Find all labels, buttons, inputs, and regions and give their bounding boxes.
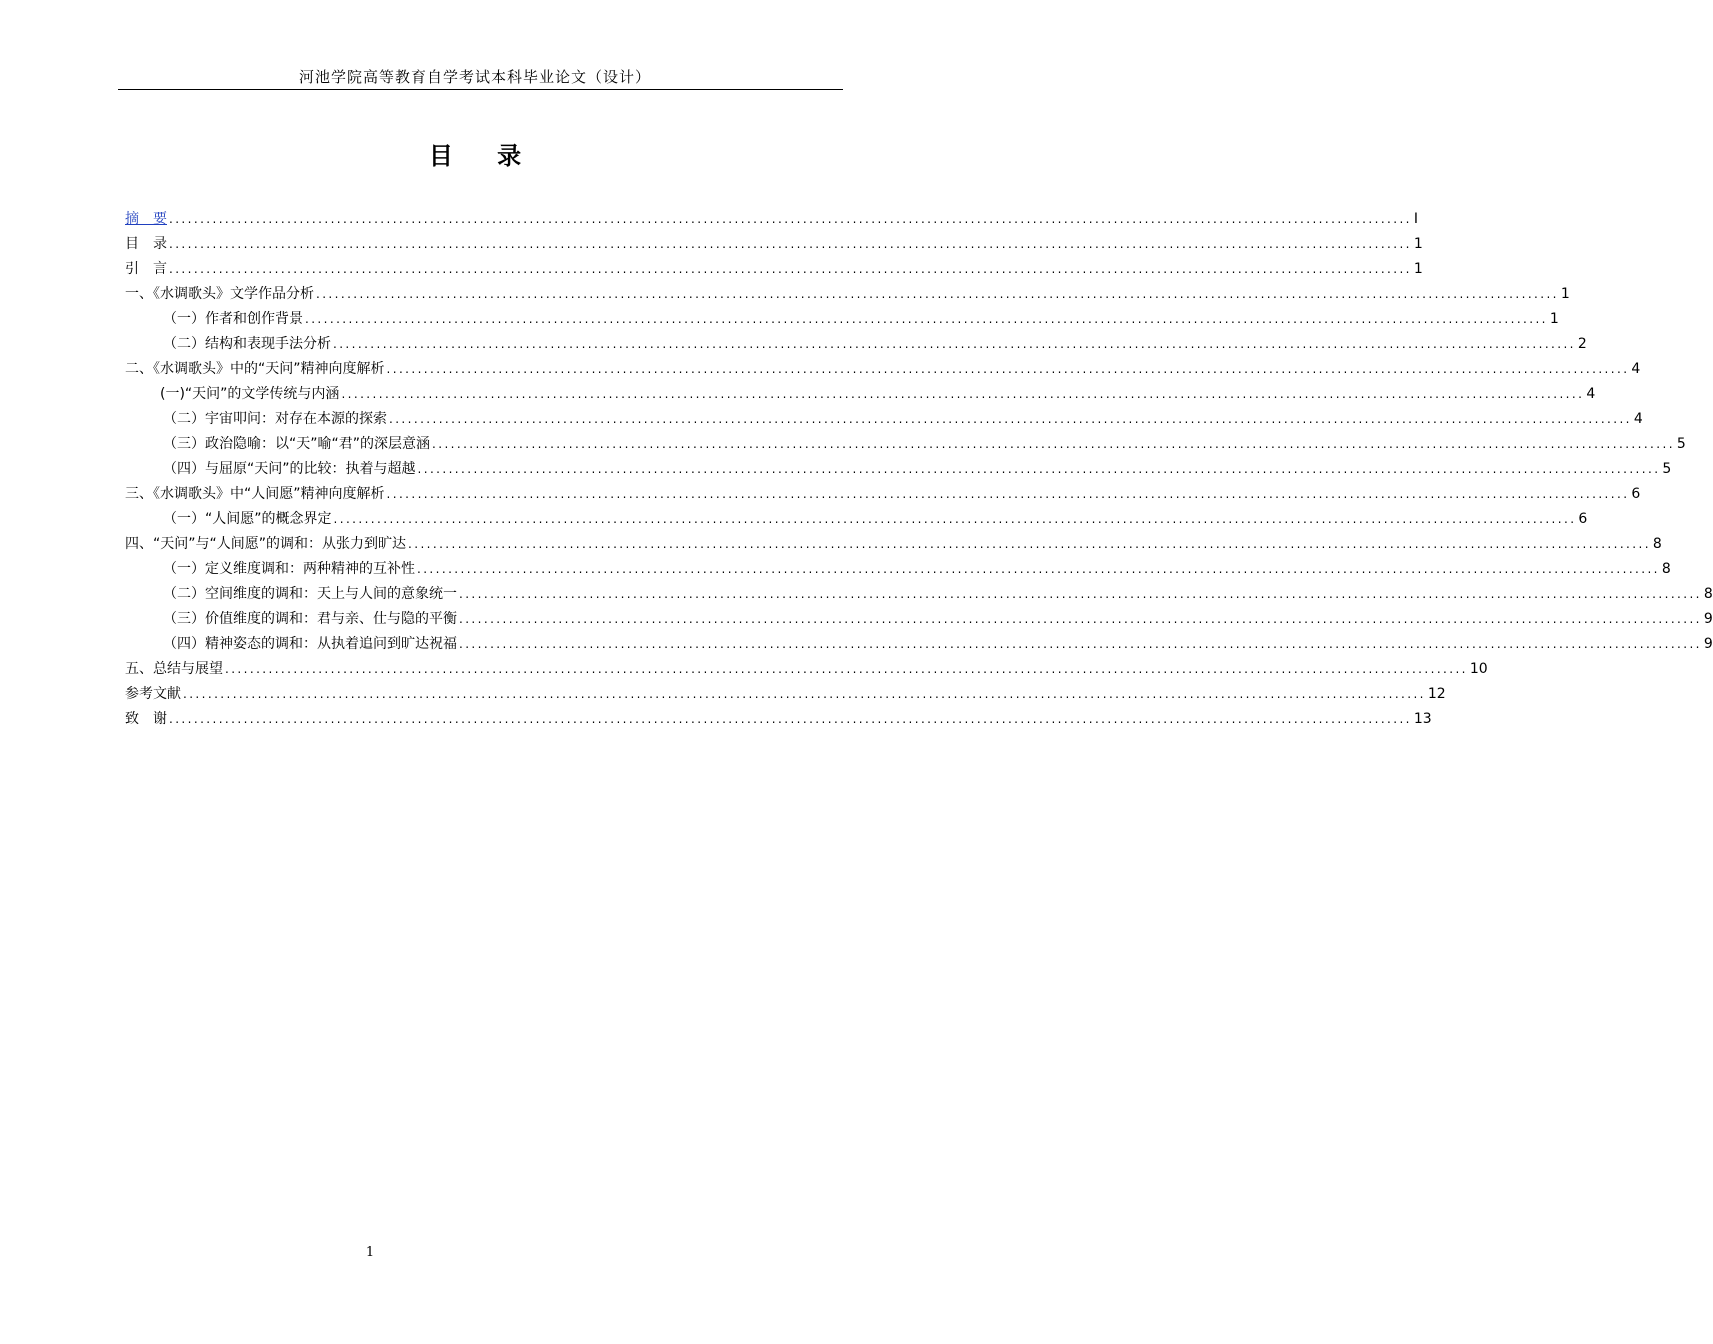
- toc-leader-dots: ........................................................................................................................................................................................................: [341, 387, 1585, 401]
- page-number: 1: [365, 1245, 375, 1260]
- toc-leader-dots: ........................................................................................................................................................................................................: [386, 362, 1630, 376]
- toc-entry-label[interactable]: 引 言: [125, 261, 167, 277]
- toc-entry-page: 1: [1413, 261, 1423, 277]
- toc-entry-label[interactable]: 五、总结与展望: [125, 661, 223, 677]
- toc-entry[interactable]: [125, 405, 1643, 430]
- toc-entry-page: 4: [1631, 361, 1641, 377]
- toc-entry-page: 5: [1676, 436, 1686, 452]
- toc-entry[interactable]: [125, 455, 1672, 480]
- toc-entry-label[interactable]: （一）“人间愿”的概念界定: [163, 511, 332, 527]
- toc-leader-dots: ........................................................................................................................................................................................................: [169, 262, 1412, 276]
- toc-entry[interactable]: [125, 430, 1686, 455]
- toc-entry-page: 2: [1577, 336, 1587, 352]
- toc-entry[interactable]: [125, 480, 1641, 505]
- toc-entry-label[interactable]: （四）精神姿态的调和：从执着追问到旷达祝福: [163, 636, 457, 652]
- toc-leader-dots: ........................................................................................................................................................................................................: [459, 637, 1702, 651]
- toc-entry-label[interactable]: 一、《水调歌头》文学作品分析: [125, 286, 314, 302]
- toc-entry-label[interactable]: （二）结构和表现手法分析: [163, 336, 331, 352]
- toc-entry[interactable]: [125, 330, 1587, 355]
- running-header: 河池学院高等教育自学考试本科毕业论文（设计）: [298, 68, 651, 86]
- toc-entry-page: 10: [1469, 661, 1488, 677]
- toc-entry[interactable]: [125, 505, 1588, 530]
- toc-entry-label[interactable]: 目 录: [125, 236, 167, 252]
- toc-entry[interactable]: [125, 680, 1446, 705]
- toc-leader-dots: ........................................................................................................................................................................................................: [408, 537, 1651, 551]
- toc-leader-dots: ........................................................................................................................................................................................................: [305, 312, 1548, 326]
- toc-leader-dots: ........................................................................................................................................................................................................: [225, 662, 1468, 676]
- toc-entry-label[interactable]: 摘 要: [125, 211, 167, 227]
- toc-entry-page: I: [1413, 211, 1419, 227]
- toc-entry-label[interactable]: （二）宇宙叩问：对存在本源的探索: [163, 411, 387, 427]
- toc-entry[interactable]: [125, 280, 1570, 305]
- toc-leader-dots: ........................................................................................................................................................................................................: [417, 462, 1661, 476]
- toc-entry-label[interactable]: (一)“天问”的文学传统与内涵: [160, 386, 340, 402]
- toc-entry-label[interactable]: 三、《水调歌头》中“人间愿”精神向度解析: [125, 486, 385, 502]
- toc-entry-label[interactable]: （二）空间维度的调和：天上与人间的意象统一: [163, 586, 457, 602]
- toc-entry-page: 9: [1703, 636, 1713, 652]
- toc-entry[interactable]: [125, 355, 1641, 380]
- toc-leader-dots: ........................................................................................................................................................................................................: [432, 437, 1675, 451]
- toc-leader-dots: ........................................................................................................................................................................................................: [333, 337, 1576, 351]
- toc-entry[interactable]: [125, 705, 1432, 730]
- toc-entry[interactable]: [125, 605, 1713, 630]
- toc-entry-label[interactable]: （一）定义维度调和：两种精神的互补性: [163, 561, 415, 577]
- toc-leader-dots: ........................................................................................................................................................................................................: [169, 237, 1412, 251]
- toc-leader-dots: ........................................................................................................................................................................................................: [386, 487, 1630, 501]
- toc-entry-label[interactable]: （三）价值维度的调和：君与亲、仕与隐的平衡: [163, 611, 457, 627]
- toc-entry-label[interactable]: （四）与屈原“天问”的比较：执着与超越: [163, 461, 416, 477]
- toc-entry-page: 4: [1633, 411, 1643, 427]
- toc-entry-page: 8: [1703, 586, 1713, 602]
- toc-leader-dots: ........................................................................................................................................................................................................: [417, 562, 1660, 576]
- toc-leader-dots: ........................................................................................................................................................................................................: [459, 587, 1702, 601]
- toc-entry-page: 6: [1631, 486, 1641, 502]
- toc-entry[interactable]: [125, 555, 1671, 580]
- toc-entry[interactable]: [125, 530, 1662, 555]
- toc-leader-dots: ........................................................................................................................................................................................................: [183, 687, 1426, 701]
- toc-leader-dots: ........................................................................................................................................................................................................: [316, 287, 1559, 301]
- toc-entry-page: 1: [1413, 236, 1423, 252]
- toc-entry[interactable]: [125, 380, 1596, 405]
- toc-entry[interactable]: [125, 205, 1419, 230]
- toc-entry-label[interactable]: 参考文献: [125, 686, 181, 702]
- toc-entry-label[interactable]: 致 谢: [125, 711, 167, 727]
- toc-entry-page: 1: [1560, 286, 1570, 302]
- toc-entry[interactable]: [125, 305, 1559, 330]
- toc-entry[interactable]: [125, 630, 1713, 655]
- toc-entry-label[interactable]: 二、《水调歌头》中的“天问”精神向度解析: [125, 361, 385, 377]
- header-rule: [118, 89, 843, 90]
- toc-entry[interactable]: [125, 230, 1423, 255]
- toc-entry[interactable]: [125, 655, 1488, 680]
- toc-entry-page: 12: [1427, 686, 1446, 702]
- toc-entry-page: 13: [1413, 711, 1432, 727]
- toc-entry-page: 8: [1652, 536, 1662, 552]
- table-of-contents: [125, 205, 1713, 730]
- toc-leader-dots: ........................................................................................................................................................................................................: [389, 412, 1632, 426]
- toc-entry-page: 4: [1586, 386, 1596, 402]
- toc-entry-page: 5: [1662, 461, 1672, 477]
- toc-entry[interactable]: [125, 255, 1423, 280]
- toc-title: 目 录: [428, 142, 540, 170]
- toc-leader-dots: ........................................................................................................................................................................................................: [459, 612, 1702, 626]
- toc-entry[interactable]: [125, 580, 1713, 605]
- toc-leader-dots: ........................................................................................................................................................................................................: [169, 212, 1412, 226]
- toc-entry-label[interactable]: （一）作者和创作背景: [163, 311, 303, 327]
- toc-entry-label[interactable]: 四、“天问”与“人间愿”的调和：从张力到旷达: [125, 536, 407, 552]
- toc-entry-page: 8: [1661, 561, 1671, 577]
- toc-entry-page: 6: [1578, 511, 1588, 527]
- toc-entry-page: 1: [1549, 311, 1559, 327]
- toc-leader-dots: ........................................................................................................................................................................................................: [333, 512, 1577, 526]
- toc-entry-label[interactable]: （三）政治隐喻：以“天”喻“君”的深层意涵: [163, 436, 431, 452]
- toc-entry-page: 9: [1703, 611, 1713, 627]
- toc-leader-dots: ........................................................................................................................................................................................................: [169, 712, 1412, 726]
